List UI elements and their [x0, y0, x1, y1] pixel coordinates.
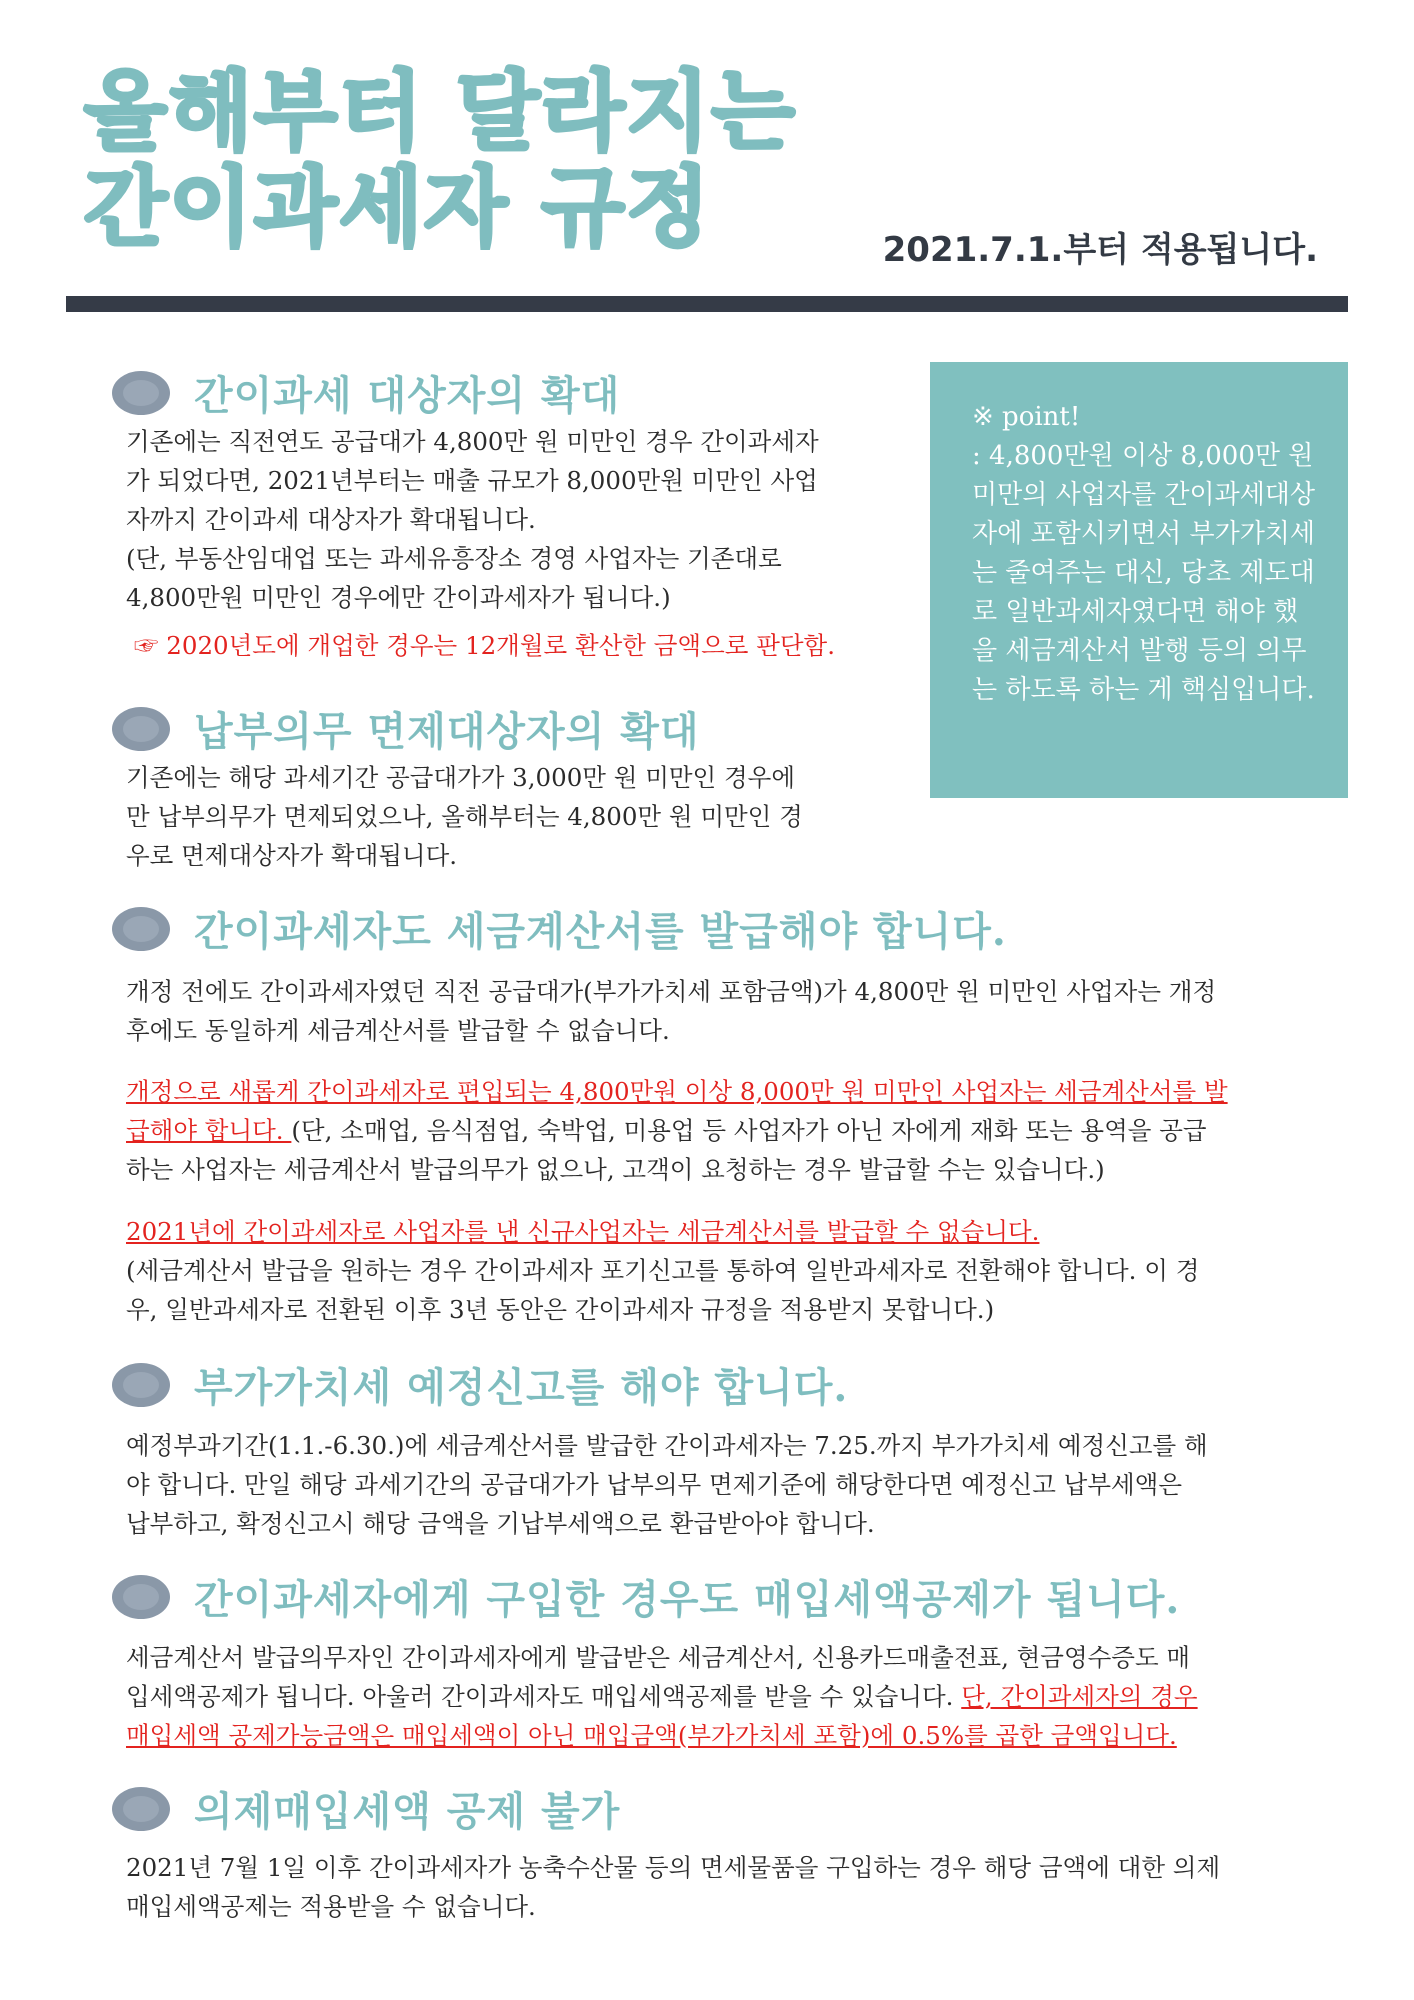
text-line: 만 납부의무가 면제되었으나, 올해부터는 4,800만 원 미만인 경	[126, 802, 803, 831]
text-line: 후에도 동일하게 세금계산서를 발급할 수 없습니다.	[126, 1016, 670, 1045]
header-divider	[66, 296, 1348, 312]
text-line: 예정부과기간(1.1.-6.30.)에 세금계산서를 발급한 간이과세자는 7.25.까지 부가가치세 예정신고를 해	[126, 1431, 1208, 1460]
text-line: 매입세액공제는 적용받을 수 없습니다.	[126, 1892, 536, 1921]
text-span: 입세액공제가 됩니다. 아울러 간이과세자도 매입세액공제를 받을 수 있습니다.	[126, 1682, 962, 1711]
section-title: 간이과세자에게 구입한 경우도 매입세액공제가 됩니다.	[194, 1576, 1181, 1623]
text-line: 기존에는 직전연도 공급대가 4,800만 원 미만인 경우 간이과세자	[126, 427, 819, 456]
text-line: 자까지 간이과세 대상자가 확대됩니다.	[126, 505, 536, 534]
text-line: 가 되었다면, 2021년부터는 매출 규모가 8,000만원 미만인 사업	[126, 466, 818, 495]
text-line: 하는 사업자는 세금계산서 발급의무가 없으나, 고객이 요청하는 경우 발급할 수는 있습니다.)	[126, 1155, 1105, 1184]
section-heading-2	[112, 700, 700, 757]
text-line: 세금계산서 발급의무자인 간이과세자에게 발급받은 세금계산서, 신용카드매출전표, 현금영수증도 매	[126, 1643, 1191, 1672]
circle-bullet-icon	[112, 707, 170, 751]
section-title: 납부의무 면제대상자의 확대	[194, 708, 700, 755]
text-line: 개정 전에도 간이과세자였던 직전 공급대가(부가가치세 포함금액)가 4,800만 원 미만인 사업자는 개정	[126, 977, 1217, 1006]
circle-bullet-icon	[112, 907, 170, 951]
point-box	[930, 362, 1348, 798]
section-4-body	[126, 1426, 1208, 1543]
emphasis-text: 급해야 합니다.	[126, 1116, 292, 1145]
section-2-body	[126, 758, 803, 875]
circle-bullet-icon	[112, 1787, 170, 1831]
section-heading-6	[112, 1780, 620, 1837]
text-line: (단, 부동산임대업 또는 과세유흥장소 경영 사업자는 기존대로	[126, 544, 782, 573]
section-title: 간이과세자도 세금계산서를 발급해야 합니다.	[194, 908, 1007, 955]
section-title: 간이과세 대상자의 확대	[194, 372, 621, 419]
text-line-emphasis: 개정으로 새롭게 간이과세자로 편입되는 4,800만원 이상 8,000만 원 미만인 사업자는 세금계산서를 발	[126, 1077, 1228, 1106]
circle-bullet-icon	[112, 1575, 170, 1619]
circle-bullet-icon	[112, 1363, 170, 1407]
circle-bullet-icon	[112, 371, 170, 415]
section-heading-1	[112, 364, 620, 421]
text-line: (세금계산서 발급을 원하는 경우 간이과세자 포기신고를 통하여 일반과세자로 전환해야 합니다. 이 경	[126, 1256, 1200, 1285]
text-line	[126, 1677, 1198, 1716]
text-line	[126, 1111, 1228, 1150]
text-line-emphasis: 2021년에 간이과세자로 사업자를 낸 신규사업자는 세금계산서를 발급할 수 없습니다.	[126, 1217, 1040, 1246]
section-3-para-1	[126, 972, 1216, 1050]
title-line-2: 간이과세자 규정	[84, 158, 712, 258]
section-heading-3	[112, 900, 1007, 957]
section-title: 의제매입세액 공제 불가	[194, 1788, 621, 1835]
emphasis-text: 단, 간이과세자의 경우	[961, 1682, 1198, 1711]
text-line: 우로 면제대상자가 확대됩니다.	[126, 841, 458, 870]
section-3-para-2	[126, 1072, 1228, 1189]
text-line: 야 합니다. 만일 해당 과세기간의 공급대가가 납부의무 면제기준에 해당한다면 예정신고 납부세액은	[126, 1470, 1183, 1499]
title-line-1: 올해부터 달라지는	[84, 62, 797, 162]
section-1-note: ☞ 2020년도에 개업한 경우는 12개월로 환산한 금액으로 판단함.	[134, 631, 836, 660]
point-body: : 4,800만원 이상 8,000만 원 미만의 사업자를 간이과세대상자에 포함시키면서 부가가치세는 줄여주는 대신, 당초 제도대로 일반과세자였다면 해야 했을 세금계산서 발행 등의 의무는 하도록 하는 게 핵심입니다.	[972, 441, 1316, 705]
text-span: (단, 소매업, 음식점업, 숙박업, 미용업 등 사업자가 아닌 자에게 재화 또는 용역을 공급	[291, 1116, 1207, 1145]
text-line: 2021년 7월 1일 이후 간이과세자가 농축수산물 등의 면세물품을 구입하는 경우 해당 금액에 대한 의제	[126, 1853, 1221, 1882]
section-heading-4	[112, 1356, 848, 1413]
section-3-para-3	[126, 1212, 1199, 1329]
text-line: 기존에는 해당 과세기간 공급대가가 3,000만 원 미만인 경우에	[126, 763, 795, 792]
effective-date-note: 2021.7.1.부터 적용됩니다.	[882, 230, 1318, 270]
point-title: ※ point!	[972, 402, 1081, 432]
text-line-emphasis: 매입세액 공제가능금액은 매입세액이 아닌 매입금액(부가가치세 포함)에 0.5%를 곱한 금액입니다.	[126, 1721, 1177, 1750]
text-line: 우, 일반과세자로 전환된 이후 3년 동안은 간이과세자 규정을 적용받지 못합니다.)	[126, 1295, 995, 1324]
section-1-body	[126, 422, 819, 617]
text-line: 4,800만원 미만인 경우에만 간이과세자가 됩니다.)	[126, 583, 671, 612]
section-heading-5	[112, 1568, 1180, 1625]
section-6-body	[126, 1848, 1220, 1926]
section-title: 부가가치세 예정신고를 해야 합니다.	[194, 1364, 849, 1411]
text-line: 납부하고, 확정신고시 해당 금액을 기납부세액으로 환급받아야 합니다.	[126, 1509, 875, 1538]
section-5-body	[126, 1638, 1198, 1755]
